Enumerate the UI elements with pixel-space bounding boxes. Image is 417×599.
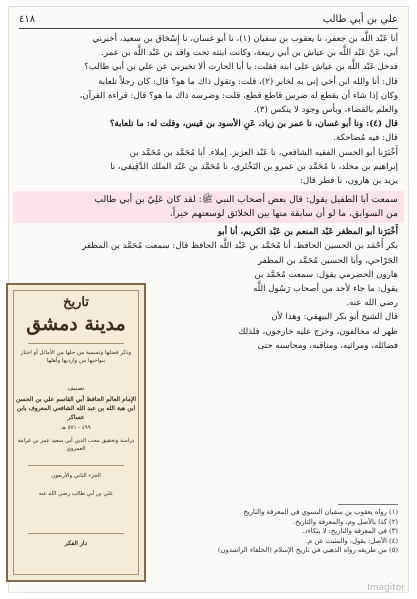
footnote-divider (338, 504, 398, 505)
text-line: ظهر له مخالفون، وخرج عليه خارجون، فلذلك (238, 326, 398, 337)
quote-line: سمعت أبا الطفيل يقول: قال بعض أصحاب النبي ﷺ: لقد كان عَلِيّ بن أبي طالب (94, 194, 398, 206)
text-line: رضي الله عنه. (346, 298, 398, 309)
footnote: (٥) من طريقه رواه الذهبي في تاريخ الإسلام (الخلفاء الراشدون) (217, 546, 398, 554)
text-line: الجَرّاحي، وأبا الحسين مُحَمَّد بن المظفر (257, 255, 398, 266)
book-cover (6, 283, 146, 582)
running-title: علي بن أبي طالب (322, 13, 398, 25)
text-line: إبراهيم بن مخلد، نا مُحَمَّد بن عمرو بن البَخْتَري، نا مُحَمَّد بن عَبْد الملك الدَّقِيقي، نا (110, 161, 398, 172)
footnote: (٣) في المعرفة والتاريخ: لا يتكاءد. (302, 527, 398, 535)
text-line: أنا عَبْد اللَّه بن جعفر، نا يعقوب بن سفيان (١)، نا أبو غسان، نا إِسْحَاق بن سعيد، أخبرني (92, 34, 398, 44)
text-line: أَخْبَرَنا أبو الحسن الفقيه الشافعي، نا عَبْد العزيز. إملاء. أنا مُحَمَّد بن مُحَمَّد بن (129, 147, 398, 158)
cover-part-title: علي بن أبي طالب رضي الله عنه (38, 491, 114, 497)
cover-title-main: مدينة دمشق (26, 313, 126, 335)
header-divider (19, 28, 398, 29)
text-line: يقول: ما جاء لأحد من أصحاب رَسُول اللَّه (253, 284, 398, 295)
footnote: (٤) الأصل: يقول، والمثبت عن م. (305, 536, 398, 545)
text-line: وكان إذا شاء أن يقطع له ضرس قاطع قطع، قلت: وضرسه ذاك ما هو؟ قال: قراءة القرآن، (79, 90, 398, 101)
text-line: قال (٤): ونا أبو غسان، نا عمر بن زياد، عَنِ الأسود بن قيس، وقلت له: ما تلعابة؟ (109, 119, 398, 130)
cover-editor: دراسة وتحقيق محب الدين أبي سعيد عمر بن غرامة العمروي (17, 438, 135, 452)
footnotes (138, 504, 398, 556)
text-line: والعلم بالقضاء، وبأس وجود لا ينكس (٣). (253, 105, 398, 116)
cover-ornament (28, 533, 124, 534)
text-line: قال الشيخ أبو بكر البيهقي: وهذا لأن (271, 312, 398, 323)
cover-tasnif: تصنيف (67, 385, 85, 392)
cover-dates: ٤٩٩ - ٥٧١ هـ (61, 425, 91, 431)
text-line: فضائله، ومراثيه، ومناقبه، ومحاسنه حتى (257, 340, 398, 351)
text-line: أبي، عَنْ عَبْد اللَّه بن عياش بن أبي ربيعة، وكانت ابنته تحت واقد بن عَبْد اللَّه بن عمر. (101, 48, 398, 59)
cover-subtitle: وذكر فضلها وتسمية من حلها من الأماثل أو اجتاز بنواحيها من وارديها وأهلها (20, 350, 132, 364)
quote-line: من السوابق، ما لو أن سابقة منها بين الخلائق لوسعتهم خيراً. (169, 208, 398, 220)
cover-author: الإمام العالم الحافظ أبي القاسم علي بن الحسن ابن هبة الله بن عبد الله الشافعي المعروف بابن عساكر (15, 396, 137, 421)
watermark: Imagitor (367, 583, 405, 593)
cover-title-top: تاريخ (63, 295, 89, 310)
text-line: هارون الحضرمي يقول: سمعت مُحَمَّد بن (254, 269, 398, 280)
page-number: ٤١٨ (19, 13, 36, 25)
page-header (19, 11, 398, 27)
footnote: (٢) كذا بالأصل وم، والمعرفة والتاريخ. (292, 517, 398, 526)
text-line: أَخْبَرَنا أبو المظفر عَبْد المنعم بن عَبْد الكريم، أنا أبو (217, 227, 398, 238)
text-line: بكر أَحْمَد بن الحسين الحافظ، أنا مُحَمَّد بن عَبْد اللَّه الحافظ قال: سمعت مُحَمَّد بن المظفر (82, 241, 398, 252)
footnote: (١) رواه يعقوب بن سفيان النسوي في المعرفة والتاريخ (243, 508, 398, 516)
cover-volume: الجزء الثاني والأربعون (51, 473, 101, 479)
text-line: قال: أنا والله ابن أخي إني به لخابر (٢)، قلت: وتقول ذاك ما هو؟ قال: كان رجلاً تلعابة (98, 76, 398, 87)
cover-publisher: دار الفكر (64, 540, 88, 547)
cover-ornament (28, 343, 124, 344)
text-line: قال: فيه مُضاحكة. (333, 133, 398, 144)
text-line: فدخل عَبْد اللَّه بن عياش على ابنه فقلت: يا أبا الحارث ألا تخبرني عن علي بن أبي طالب؟ (84, 62, 398, 73)
highlighted-quote (13, 191, 404, 223)
cover-ornament (28, 465, 124, 466)
text-line: يزيد بن هارون، نا فطر قال: (300, 176, 398, 187)
